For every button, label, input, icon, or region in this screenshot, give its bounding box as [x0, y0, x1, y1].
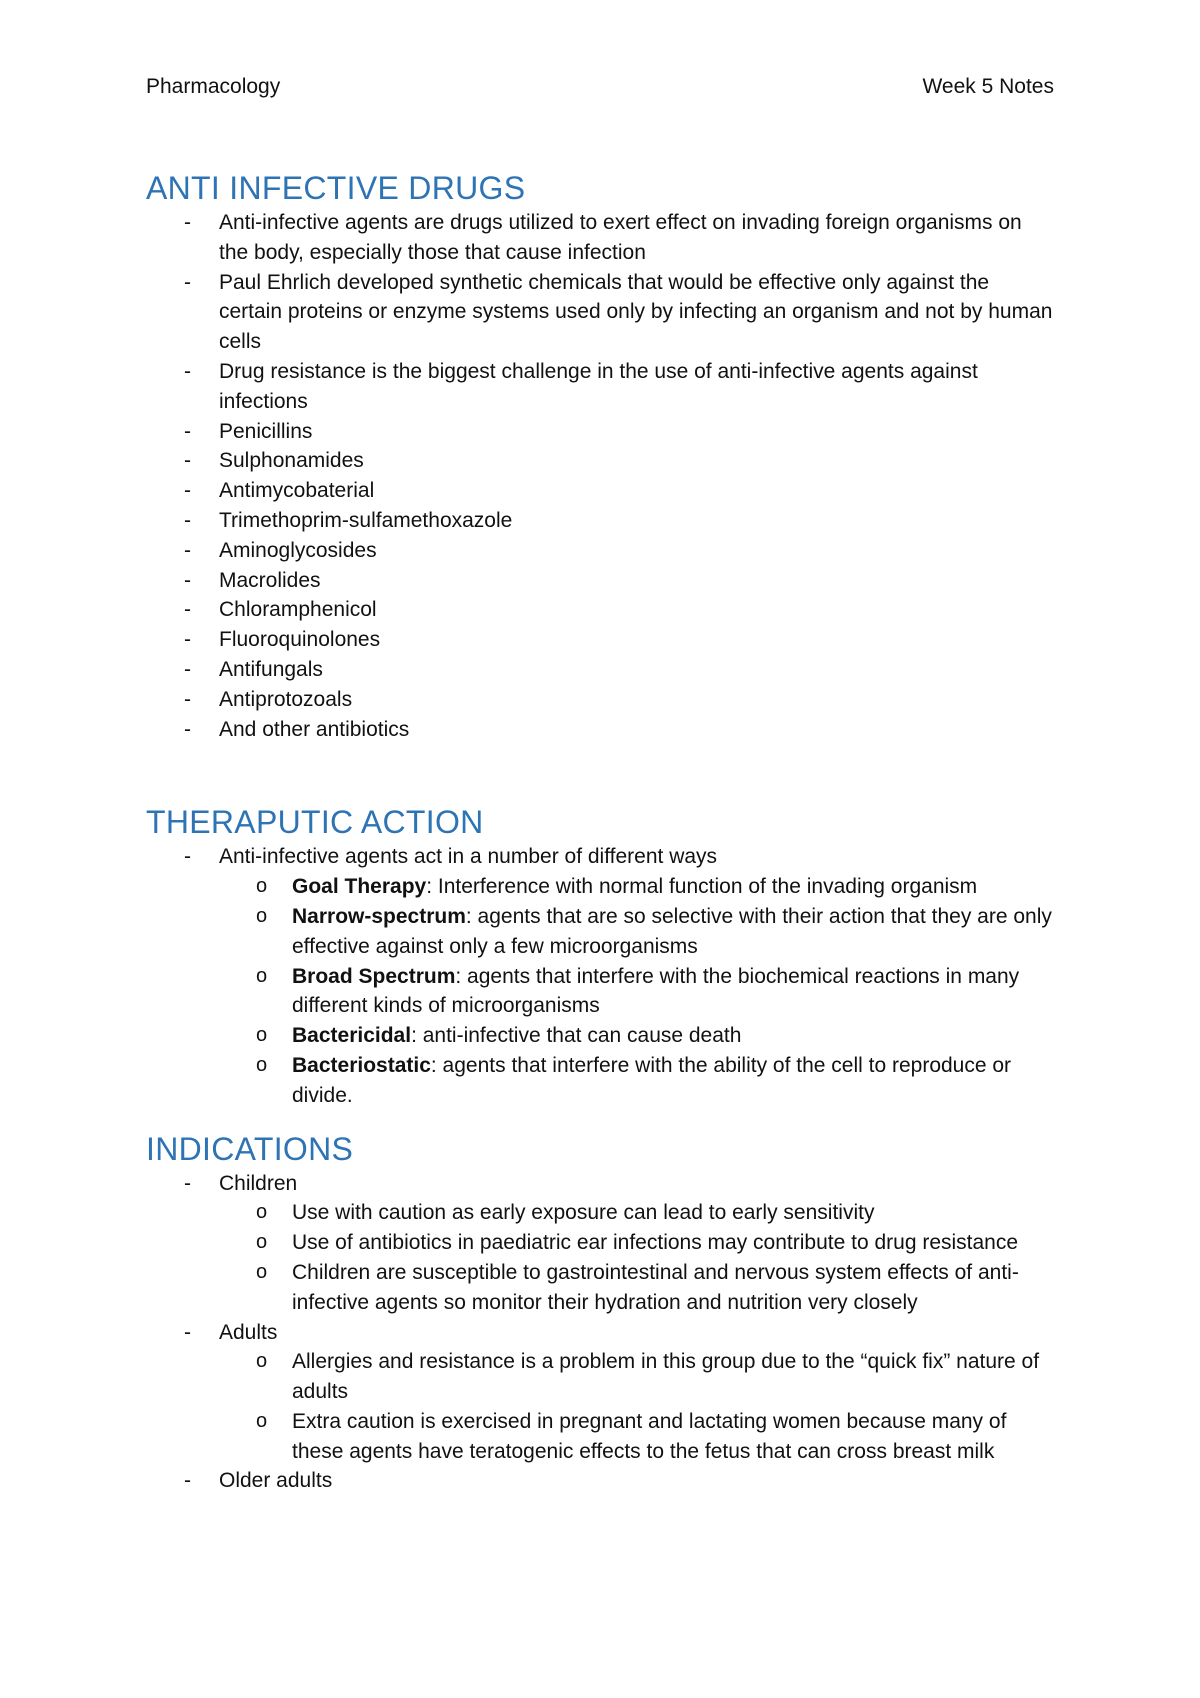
list-item: - Antimycobaterial	[146, 476, 1056, 506]
circle-bullet: o	[256, 904, 268, 927]
theraputic-action-list	[146, 842, 1056, 872]
term-label: Broad Spectrum	[292, 964, 456, 988]
term-label: Goal Therapy	[292, 875, 427, 899]
circle-bullet: o	[256, 964, 268, 987]
section-spacer	[146, 744, 1056, 802]
dash-bullet: -	[184, 1469, 191, 1493]
list-item: o Broad Spectrum: agents that interfere with the biochemical reactions in many different kinds of microorganisms	[219, 962, 1056, 1022]
list-item: - Trimethoprim-sulfamethoxazole	[146, 506, 1056, 536]
dash-bullet: -	[184, 687, 191, 711]
dash-bullet: -	[184, 657, 191, 681]
children-sub-list	[146, 1198, 1056, 1317]
dash-bullet: -	[184, 1320, 191, 1344]
list-item: - Children	[146, 1169, 1056, 1199]
indications-list-older-adults	[146, 1466, 1056, 1496]
list-item: - Drug resistance is the biggest challenge in the use of anti-infective agents against infections	[146, 357, 1056, 417]
list-item: o Extra caution is exercised in pregnant and lactating women because many of these agents have teratogenic effects to the fetus that can cross breast milk	[219, 1407, 1056, 1467]
document-body	[146, 168, 1056, 1496]
section-spacer	[146, 1111, 1056, 1129]
list-item: - Adults	[146, 1318, 1056, 1348]
dash-bullet: -	[184, 628, 191, 652]
list-item: o Bactericidal: anti-infective that can cause death	[219, 1021, 1056, 1051]
list-item: - Fluoroquinolones	[146, 625, 1056, 655]
term-label: Bactericidal	[292, 1024, 412, 1048]
adults-sub-list	[146, 1347, 1056, 1466]
list-item: - Sulphonamides	[146, 446, 1056, 476]
dash-bullet: -	[184, 359, 191, 383]
header-week-label: Week 5 Notes	[922, 75, 1054, 98]
list-item: - Aminoglycosides	[146, 536, 1056, 566]
list-item: - Chloramphenicol	[146, 595, 1056, 625]
list-item: - Older adults	[146, 1466, 1056, 1496]
dash-bullet: -	[184, 211, 191, 234]
dash-bullet: -	[184, 845, 191, 869]
list-item: - Antiprotozoals	[146, 685, 1056, 715]
dash-bullet: -	[184, 508, 191, 532]
anti-infective-list	[146, 208, 1056, 744]
page-header	[146, 72, 1054, 102]
list-item: - Anti-infective agents are drugs utilized to exert effect on invading foreign organisms on the body, especially those that cause infection	[146, 208, 1056, 268]
dash-bullet: -	[184, 419, 191, 443]
dash-bullet: -	[184, 270, 191, 294]
list-item: o Narrow-spectrum: agents that are so selective with their action that they are only effective against only a few microorganisms	[219, 902, 1056, 962]
list-item: - Anti-infective agents act in a number of different ways	[146, 842, 1056, 872]
list-item: o Goal Therapy: Interference with normal function of the invading organism	[219, 872, 1056, 902]
dash-bullet: -	[184, 1171, 191, 1195]
dash-bullet: -	[184, 568, 191, 592]
circle-bullet: o	[256, 1409, 268, 1432]
indications-list-adults	[146, 1318, 1056, 1348]
dash-bullet: -	[184, 717, 191, 741]
section-title-theraputic-action: THERAPUTIC ACTION	[146, 804, 484, 841]
dash-bullet: -	[184, 598, 191, 622]
term-label: Bacteriostatic	[292, 1053, 431, 1077]
list-item: - Paul Ehrlich developed synthetic chemicals that would be effective only against the certain proteins or enzyme systems used only by infecting an organism and not by human cells	[146, 268, 1056, 357]
list-item: - Antifungals	[146, 655, 1056, 685]
list-item: - And other antibiotics	[146, 715, 1056, 745]
circle-bullet: o	[256, 1350, 268, 1373]
list-item: - Macrolides	[146, 566, 1056, 596]
list-item: o Bacteriostatic: agents that interfere with the ability of the cell to reproduce or divide.	[219, 1051, 1056, 1111]
action-types-list	[146, 872, 1056, 1110]
list-item: o Allergies and resistance is a problem in this group due to the “quick fix” nature of adults	[219, 1347, 1056, 1407]
dash-bullet: -	[184, 449, 191, 473]
term-label: Narrow-spectrum	[292, 904, 466, 928]
circle-bullet: o	[256, 1053, 268, 1076]
section-title-anti-infective-drugs: ANTI INFECTIVE DRUGS	[146, 170, 526, 206]
circle-bullet: o	[256, 1201, 268, 1224]
circle-bullet: o	[256, 1231, 268, 1254]
list-item: - Penicillins	[146, 417, 1056, 447]
indications-list	[146, 1169, 1056, 1199]
dash-bullet: -	[184, 538, 191, 562]
list-item: o Children are susceptible to gastrointestinal and nervous system effects of anti-infective agents so monitor their hydration and nutrition very closely	[219, 1258, 1056, 1318]
circle-bullet: o	[256, 875, 268, 898]
circle-bullet: o	[256, 1260, 268, 1283]
circle-bullet: o	[256, 1024, 268, 1047]
section-title-indications: INDICATIONS	[146, 1130, 354, 1167]
header-course-title: Pharmacology	[146, 75, 281, 98]
dash-bullet: -	[184, 479, 191, 503]
list-item: o Use of antibiotics in paediatric ear infections may contribute to drug resistance	[219, 1228, 1056, 1258]
list-item: o Use with caution as early exposure can lead to early sensitivity	[219, 1198, 1056, 1228]
